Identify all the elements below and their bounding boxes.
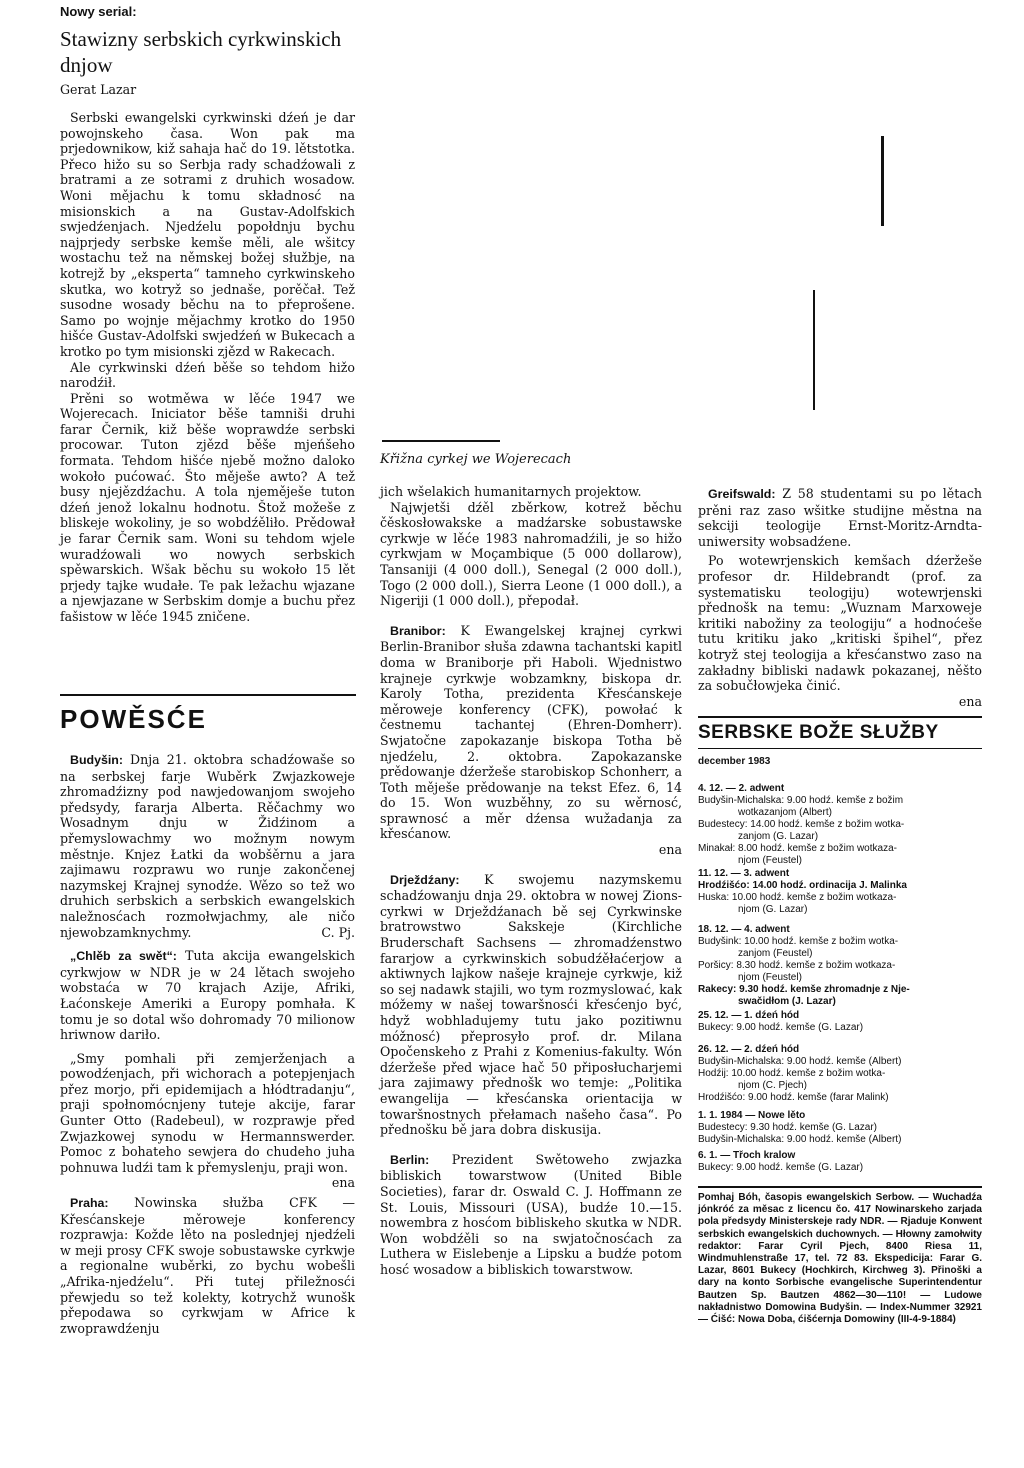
- news-place: Budyšin:: [70, 753, 124, 767]
- news-item: Najwjetši dźěl zběrkow, kotrež běchu čěskosłowakske a madźarske sobustawske cyrkwje w lěće 1983 nahromadźili, je so hižo cyrkwjam w Moçambique (5 000 dollarow), Tansaniji (4 000 doll.), Senegal (2 000 doll.), Togo (2 000 doll.), Sierra Leone (1 000 doll.), a Nigeriji (1 000 doll.), přepodał.: [380, 499, 682, 609]
- service-group: 25. 12. — 1. dźeń hód Bukecy: 9.00 hodź. kemše (G. Lazar): [698, 1010, 982, 1034]
- footer-rule: [698, 1186, 982, 1188]
- photo-caption: Křižna cyrkej we Wojerecach: [380, 452, 572, 467]
- photo-detail: [813, 290, 815, 410]
- news-signature: C. Pj.: [321, 924, 355, 940]
- news-item: Berlin: Prezident Swětoweho zwjazka bibliskich towarstwow (United Bible Societies), farar dr. Oswald C. J. Hoffmann ze St. Louis, Missouri (USA), budźe 10.—15. nowembra z hosćom bibliskeho skutka w NDR. Won wobdźěli so na swjatočnosćach za Luthera w Eislebenje a Lipsku a budźe potom hosć wosadow a bibliskich towarstwow.: [380, 1151, 682, 1277]
- service-group: 4. 12. — 2. adwent Budyšin-Michalska: 9.00 hodź. kemše z božim wotkazanjom (Albert) Budestecy: 14.00 hodź. kemše z božim wotka- zanjom (G. Lazar) Minakał: 8.00 hodź. kemše z božim wotkaza- njom (Feustel): [698, 783, 982, 867]
- article-column: [60, 110, 355, 625]
- news-item: Praha: Nowinska słužba CFK — Křesćanskeje měroweje konferency rozprawja: Kožde lěto na poslednjej njedźeli w meji prosy CFK swoje sobustawske cyrkwje a regionalne wuběrki, zo bychu wobešli „Afrika-njedźelu“. Při tutej přiležnosći přewjedu so tež kolekty, kotrychž wunošk přepodawa so cyrkwjam w Africe k zwoprawdźenju: [60, 1195, 355, 1336]
- services-top-rule: [698, 716, 982, 718]
- news-item: Greifswald: Z 58 studentami su po lětach prěni raz zaso wšitke studijne městna na sekciji teologije Ernst-Moritz-Arndta-uniwersity wobsadźene.: [698, 486, 982, 549]
- news-item: Branibor: K Ewangelskej krajnej cyrkwi Berlin-Branibor słuša zdawna tachantski kapitl doma w Braniborje při Haboli. Wjednistwo krajneje cyrkwje wobzamkny, biskopa dr. Karoly Totha, prezidenta Křesćanskeje měroweje konferency (CFK), powołać k čestnemu tachantej (Ehren-Domherr). Swjatočne zapokazanje biskopa Totha bě njedźelu, 2. oktobra. Zapokazanske prědowanje dźeržeše starobiskop Schonherr, a Toth měješe prědowanje na tekst Efez. 6, 14 do 15. Won wuzběhny, zo su wěrnosć, sprawnosć a měr dźensa wužadanja za křesćanow.: [380, 622, 682, 842]
- photo-detail: [881, 136, 884, 226]
- news-signature: ena: [958, 693, 982, 709]
- news-item: „Chlěb za swět“: Tuta akcija ewangelskich cyrkwjow w NDR je w 24 lětach swojeho wobstaća w 70 krajach Azije, Afriki, Łaćonskeje Ameriki a Europy pomhała. K tomu je so dotal wšo dohromady 70 milionow hriwnow dariło.: [60, 948, 355, 1043]
- service-date: 11. 12. — 3. adwent: [698, 868, 790, 879]
- article-author: Gerat Lazar: [60, 82, 137, 97]
- news-place: „Chlěb za swět“:: [70, 949, 177, 964]
- news-heading: POWĚSĆE: [60, 704, 207, 734]
- news-place: Drježdźany:: [390, 872, 460, 887]
- middle-column: [380, 484, 682, 1278]
- news-place: Praha:: [70, 1196, 109, 1211]
- service-date: 18. 12. — 4. adwent: [698, 924, 790, 935]
- services-title: SERBSKE BOŽE SŁUŽBY: [698, 722, 939, 743]
- news-signature: ena: [658, 842, 682, 858]
- news-place: Branibor:: [390, 623, 446, 638]
- service-date: 1. 1. 1984 — Nowe lěto: [698, 1110, 806, 1121]
- news-item: Budyšin: Dnja 21. oktobra schadźowaše so na serbskej farje Wuběrk Zwjazkoweje zhromadźizny pod nawjedowanjom swojeho předsydy, fararja Alberta. Rěčachmy wo Wosadnym dnju w Židźinom a přemyslowachmy wo možnym nowym městnje. Knjez Łatki da wobšěrnu a jara zajimawu rozprawu wo runje zakončenej nazymskej Krajnej synodźe. Wězo so tež wo druhich serbskich a serbskich ewangelskich naležnosćach rozmołwjachmy, ale ničo njewobzamknychmy. C. Pj.: [60, 752, 355, 940]
- church-photo: [383, 100, 879, 438]
- service-group: 11. 12. — 3. adwent Hrodźišćo: 14.00 hodź. ordinacija J. Malinka Huska: 10.00 hodź. kemše z božim wotkaza- njom (G. Lazar): [698, 868, 982, 916]
- services-month: december 1983: [698, 756, 771, 767]
- imprint: Pomhaj Bóh, časopis ewangelskich Serbow. — Wuchadźa jónkróć za měsac z licencu čo. 417 Nowinarskeho zarjada pola předsydy Ministerskeje rady NDR. — Rjaduje Konwent serbskich ewangelskich duchownych. — Hłowny zamołwity redaktor: Farar Cyril Pjech, 8400 Riesa 11, Windmuhlenstraße 17, tel. 72 83. Ekspedicija: Farar G. Lazar, 8601 Bukecy (Hochkirch, Kirchweg 3). Přinoški a dary na konto Sorbische evangelische Superintendentur Bautzen Sp. Bautzen 4862—30—110! — Ludowe nakładnistwo Domowina Budyšin. — Index-Nummer 32921 — Ćišć: Nowa Doba, ćišćernja Domowiny (III-4-9-1884): [698, 1192, 982, 1326]
- article-paragraph: Serbski ewangelski cyrkwinski dźeń je dar powojnskeho časa. Won pak ma prjedownikow, kiž sahaja hač do 19. lětstotka. Přeco hižo su so Serbja rady schadźowali z bratrami a ze sotrami z druhich wosadow. Woni mějachu k tomu składnosć na misionskich a na Gustav-Adolfskich swjedźenjach. Njedźelu popołdnju bychu najprjedy serbske kemše měli, ale wšitcy wostachu tež na němskej božej słužbje, na kotrejž by „eksperta“ tamneho cyrkwinskeho skutka, wo kotryž so jednaše, porěčał. Tež susodne wosady běchu na to přeprošene. Samo po wojnje mějachmy krotko do 1950 hišće Gustav-Adolfski swjedźeń w Bukecach a krotko po tym misionski zjězd w Rakecach.: [60, 110, 355, 359]
- service-group: 6. 1. — Třoch kralow Bukecy: 9.00 hodź. kemše (G. Lazar): [698, 1150, 982, 1174]
- service-date: 26. 12. — 2. dźeń hód: [698, 1044, 800, 1055]
- news-column: [60, 752, 355, 1336]
- news-signature: ena: [331, 1175, 355, 1191]
- section-divider: [60, 694, 356, 696]
- news-place: Greifswald:: [708, 487, 776, 501]
- news-item: jich wšelakich humanitarnych projektow.: [380, 484, 642, 499]
- series-label: Nowy serial:: [60, 4, 137, 19]
- article-title: Stawizny serbskich cyrkwinskich dnjow: [60, 27, 342, 77]
- service-date: 6. 1. — Třoch kralow: [698, 1150, 796, 1161]
- news-item: Po wotewrjenskich kemšach dźeržeše profesor dr. Hildebrandt (prof. za systematisku teologiju) wotewrjenski přednošk na temu: „Wuznam Marxoweje kritiki nabožiny za teologiju“ a hodnoćeše tutu kritiku jako „kritiski špihel“, přez kotryž stej teologija a křesćanstwo zaso na zakładny bibliski nadawk pokazanej, něšto za sobučłowjeka činić.: [698, 553, 982, 694]
- services-title-rule: [698, 748, 982, 749]
- news-place: Berlin:: [390, 1152, 430, 1167]
- photo-bottom-edge: [382, 440, 500, 442]
- news-item: Drježdźany: K swojemu nazymskemu schadźowanju dnja 29. oktobra w nowej Zions-cyrkwi w Drježdźanach bě sej Cyrkwinske bratrowstwo Sakskeje (Kirchliche Bruderschaft Sachsens — zhromadźenstwo fararjow a cyrkwinskich sobudźěłaćerjow a aktiwnych lajkow našeje krajneje cyrkwje, kiž so sej nadawk stajili, wo tym rozmyslować, kak móžemy w našej towaršnosći křesćenjo być, hdyž wobhladujemy tutu jako pozitiwnu móžnosć) přeprosyło prof. dr. Milana Opočenskeho z Prahi z Komenius-fakulty. Wón dźeržeše před wjace hač 50 připosłucharjemi jara zajimawy přednošk wo temje: „Politika ewangelija — křesćanska orientacija w towaršnostnych přełamach našeho časa“. Po přednošku bě jara dobra diskusija.: [380, 871, 682, 1138]
- service-date: 25. 12. — 1. dźeń hód: [698, 1010, 800, 1021]
- service-date: 4. 12. — 2. adwent: [698, 783, 785, 794]
- news-item: „Smy pomhali při zemjerženjach a powodźenjach, při wichorach a potepjenjach přez morjo, při epidemijach a hłódtradanju“, praji społnomócnjeny tuteje akcije, farar Gunter Otto (Radebeul), w rozprawje před Zwjazkowej synodu w Hermannswerder. Pomoc z bohateho sewjera do chudeho juha pohnuwa ludźi tam k přemyslenju, praji won.: [60, 1050, 355, 1175]
- article-paragraph: Prěni so wotměwa w lěće 1947 we Wojerecach. Iniciator běše tamniši druhi farar Černik, kiž běše woprawdźe serbski procowar. Tuton zjězd běše mjeńšeho formata. Tehdom hišće njebě možno daloko wokoło pućować. Što měješe awto? A tež busy njejězdźachu. A tola njeměješe tuton dźeń jenož lokalnu hodnotu. Štož možeše z bliskeje wokoliny, je so wobdźěliło. Prědował je farar Černik sam. Woni su tehdom wjele wuradźowali wo nowych serbskich spěwarskich. Wšak běchu su wokoło 15 lět prjedy tajke wudałe. Te pak ležachu wjazane a njewjazane w Serbskim domje a buchu přez fašistow w lěće 1945 zničene.: [60, 390, 355, 624]
- service-group: 1. 1. 1984 — Nowe lěto Budestecy: 9.30 hodź. kemše (G. Lazar) Budyšin-Michalska: 9.00 hodź. kemše (Albert): [698, 1110, 982, 1146]
- article-paragraph: Ale cyrkwinski dźeń běše so tehdom hižo narodźił.: [60, 359, 355, 391]
- right-column: [698, 486, 982, 709]
- service-group: 18. 12. — 4. adwent Budyšink: 10.00 hodź. kemše z božim wotka- zanjom (Feustel) Poršicy: 8.30 hodź. kemše z božim wotkaza- njom (Feustel) Rakecy: 9.30 hodź. kemše zhromadnje z Nje- swačidłom (J. Lazar): [698, 924, 982, 1008]
- service-group: 26. 12. — 2. dźeń hód Budyšin-Michalska: 9.00 hodź. kemše (Albert) Hodźij: 10.00 hodź. kemše z božim wotka- njom (C. Pjech) Hrodźišćo: 9.00 hodź. kemše (farar Malink): [698, 1044, 982, 1104]
